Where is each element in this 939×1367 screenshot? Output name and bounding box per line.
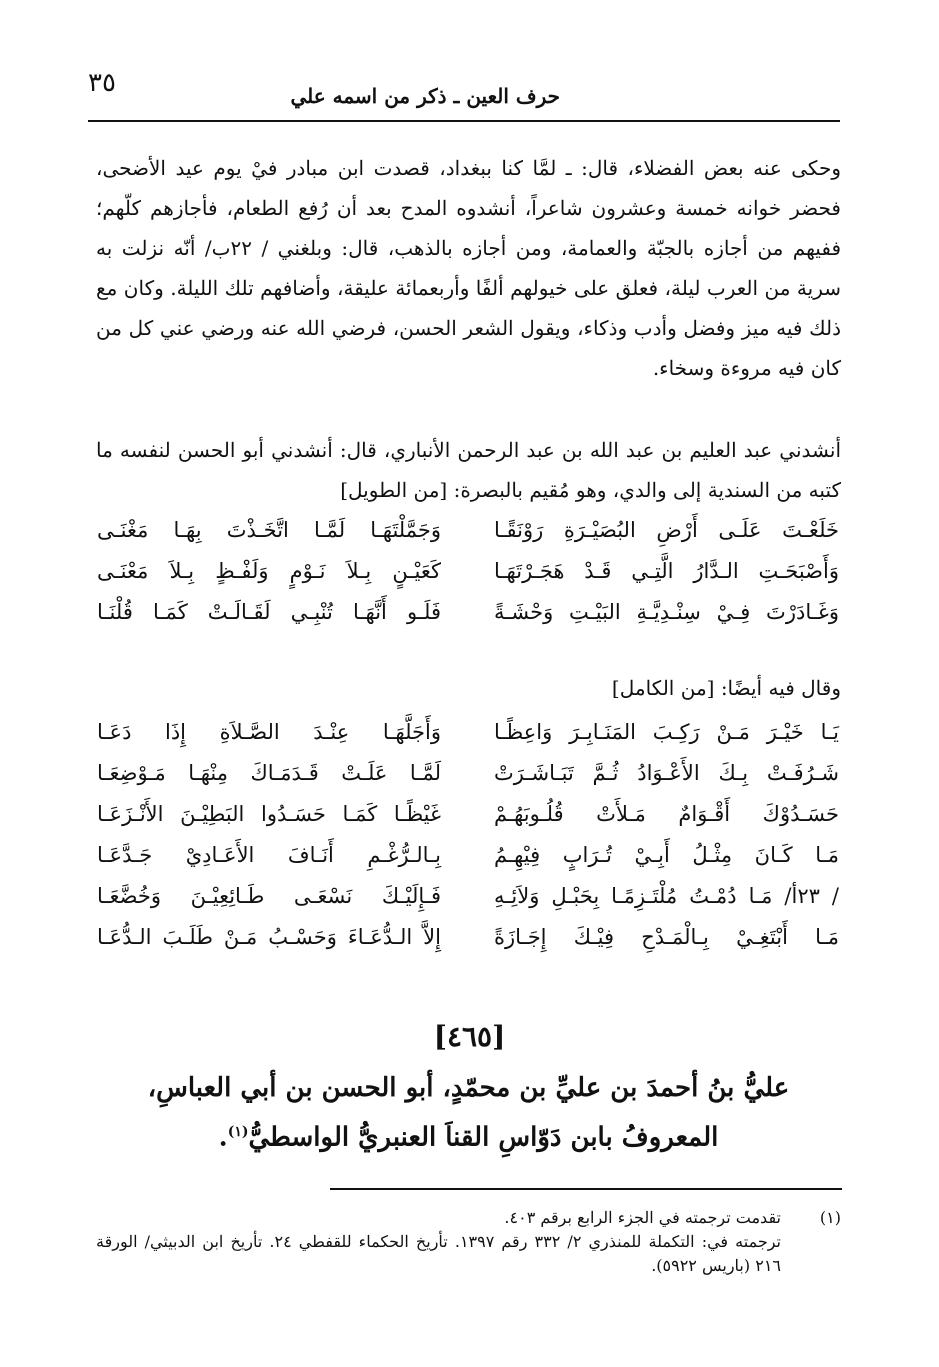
entry-number: [٤٦٥]	[433, 1020, 506, 1053]
page-number: ٣٥	[88, 68, 116, 98]
verse-line	[97, 600, 839, 641]
footnotes	[96, 1206, 841, 1278]
footnote-line: تقدمت ترجمته في الجزء الرابع برقم ٤٠٣.	[504, 1208, 781, 1227]
footnote-separator	[330, 1188, 842, 1190]
poem-tawil	[97, 518, 839, 641]
page-header	[88, 60, 840, 122]
second-hemistich: غَيْظًـا كَمَـا حَسَـدُوا البَطِيْـنَ الأَنْـزَعَـا	[97, 802, 441, 826]
verse-line	[97, 884, 839, 925]
first-hemistich: وَغَـادَرْتَ فِـيْ سِنْـدِيَّـةِ البَيْـتِ وَحْشَـةً	[494, 600, 839, 624]
first-hemistich: حَسَـدُوْكَ أَقْـوَامٌ مَـلأَتْ قُلُـوبَهُـمْ	[494, 802, 839, 826]
second-hemistich: إِلاَّ الـدُّعَـاءَ وَحَسْـبُ مَـنْ طَلَـبَ الـدُّعَـا	[97, 925, 441, 949]
footnote	[96, 1206, 841, 1230]
poem-intro-line: وقال فيه أيضًا: [من الكامل]	[611, 676, 841, 700]
first-hemistich: خَلَعْـتَ عَلَـى أَرْضِ البُصَيْـرَةِ رَوْنَقًـا	[494, 518, 839, 542]
second-hemistich: فَـإِلَيْـكَ نَسْعَـى طَـائِعِيْـنَ وَخُضَّعَـا	[97, 884, 441, 908]
poem-intro-paragraph	[96, 430, 841, 510]
first-hemistich: وَأَصْبَحَـتِ الـدَّارُ الَّتِـي قَـدْ هَجَـرْتَهَـا	[494, 559, 839, 583]
first-hemistich: شَـرُفَـتْ بِـكَ الأَعْـوَادُ ثُـمَّ تَبَـاشَـرَتْ	[494, 761, 839, 785]
first-hemistich: / ٢٣أ/ مَـا دُمْـتُ مُلْتَـزِمًـا بِحَبْـلِ وَلاَئِـهِ	[494, 884, 839, 908]
poem-kamil	[97, 720, 839, 966]
running-title: حرف العين ـ ذكر من اسمه علي	[290, 84, 560, 108]
paragraph-text: وحكى عنه بعض الفضلاء، قال: ـ لمَّا كنا ببغداد، قصدت ابن مبادر فيْ يوم عيد الأضحى، فحضر خوانه خمسة وعشرون شاعراً، أنشدوه المدح بعد أن رُفع الطعام، فأجازهم كلّهم؛ ففيهم من أجازه بالجبّة والعمامة، ومن أجازه بالذهب، قال: وبلغني / ٢٢ب/ أنّه نزلت به سرية من العرب ليلة، فعلق على خيولهم ألفًا وأربعمائة عليقة، وأضافهم تلك الليلة. وكان مع ذلك فيه ميز وفضل وأدب وذكاء، ويقول الشعر الحسن، فرضي الله عنه ورضي عني كل من كان فيه مروءة وسخاء.	[96, 156, 842, 380]
verse-line	[97, 559, 839, 600]
footnote-reference[interactable]: (١)	[227, 1124, 249, 1140]
first-hemistich: مَـا كَـانَ مِثْـلُ أَبِـيْ تُـرَابٍ فِيْهِـمُ	[494, 843, 839, 867]
paragraph-text: أنشدني عبد العليم بن عبد الله بن عبد الرحمن الأنباري، قال: أنشدني أبو الحسن لنفسه ما كتبه من السندية إلى والدي، وهو مُقيم بالبصرة: [من الطويل]	[96, 438, 841, 502]
footnote-mark: (١)	[819, 1208, 841, 1227]
footnote-continuation: ترجمته في: التكملة للمنذري ٢/ ٣٣٢ رقم ١٣٩٧. تأريخ الحكماء للقفطي ٢٤. تأريخ ابن الدبيثي/ الورقة ٢١٦ (باريس ٥٩٢٢).	[96, 1232, 782, 1275]
first-hemistich: مَـا أَبْتَغِـيْ بِـالْمَـدْحِ فِيْـكَ إِجَـازَةً	[494, 925, 839, 949]
second-hemistich: لَمَّـا عَلَـتْ قَـدَمَـاكَ مِنْهَـا مَـوْضِعَـا	[97, 761, 441, 785]
verse-line	[97, 761, 839, 802]
entry-title-line-1: عليُّ بنُ أحمدَ بن عليِّ بن محمّدٍ، أبو الحسن بن أبي العباسِ،	[147, 1073, 790, 1103]
verse-line	[97, 720, 839, 761]
verse-line	[97, 802, 839, 843]
entry-title	[96, 1066, 841, 1160]
entry-title-line-2	[96, 1110, 841, 1160]
verse-line	[97, 925, 839, 966]
second-hemistich: بِـالـرُّغْـمِ أَنَـافَ الأَعَـادِيْ جَـدَّعَـا	[97, 843, 441, 867]
second-hemistich: كَعَيْـنٍ بِـلاَ نَـوْمٍ وَلَفْـظٍ بِـلاَ مَعْنَـى	[97, 559, 441, 583]
verse-line	[97, 843, 839, 884]
entry-title-text: المعروفُ بابن دَوّاسِ القناَ العنبريُّ الواسطيُّ	[248, 1122, 719, 1153]
anecdote-paragraph	[96, 148, 841, 388]
second-hemistich: وَأَجَلَّهَـا عِنْـدَ الصَّـلاَةِ إِذَا دَعَـا	[97, 720, 441, 744]
verse-line	[97, 518, 839, 559]
second-hemistich: وَجَمَّلْتَهَـا لَمَّـا اتَّخَـذْتَ بِهَـا مَغْنَـى	[97, 518, 441, 542]
entry-title-end: .	[218, 1122, 228, 1153]
second-hemistich: فَلَـو أَنَّهَـا تُنْبِـي لَقَـالَـتْ كَمَـا قُلْنَـا	[97, 600, 441, 624]
first-hemistich: يَـا خَيْـرَ مَـنْ رَكِـبَ المَنَـابِـرَ وَاعِظًـا	[494, 720, 839, 744]
